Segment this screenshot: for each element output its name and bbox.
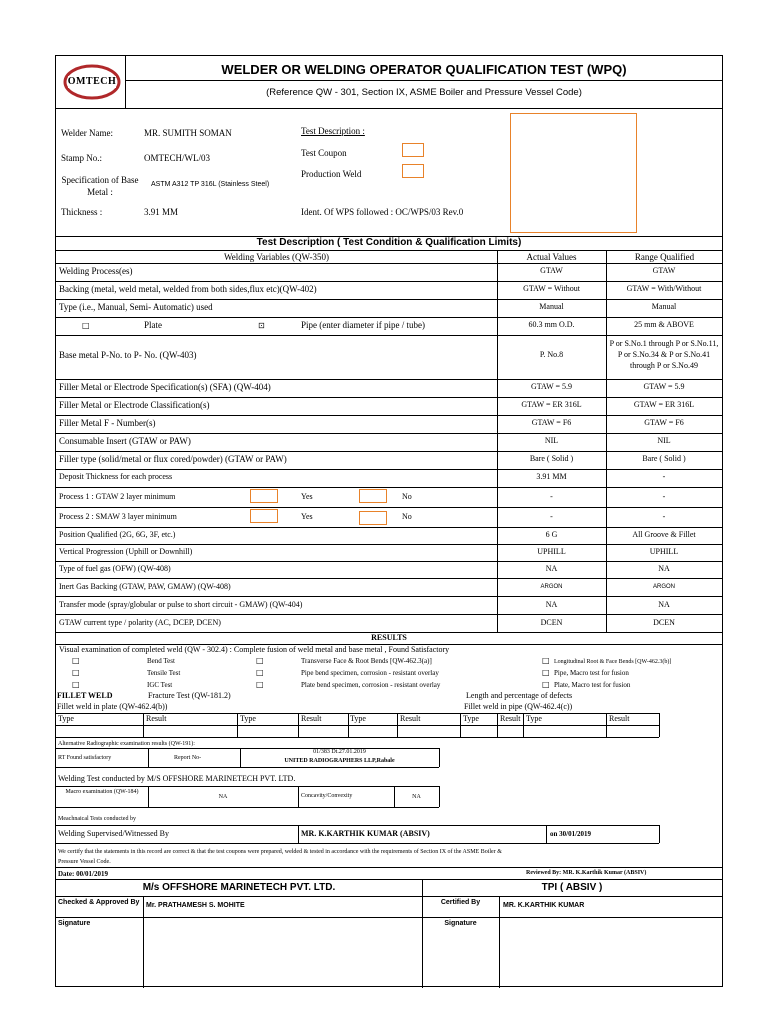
process-1-no-label: No bbox=[402, 492, 412, 501]
fillet-weld-label: FILLET WELD bbox=[57, 691, 113, 700]
visual-exam: Visual examination of completed weld (QW - 302.4) : Complete fusion of weld metal and base metal , Found Satisfactory bbox=[59, 645, 450, 654]
alt-radiographic-label: Alternative Radiographic examination results (QW-191): bbox=[58, 741, 195, 747]
fillet-result-1: Result bbox=[146, 714, 167, 723]
row-range-current: DCEN bbox=[653, 618, 675, 627]
row-label-insert: Consumable Insert (GTAW or PAW) bbox=[59, 436, 191, 446]
row-range-inert-gas: ARGON bbox=[652, 584, 675, 590]
row-label-plate: Plate bbox=[144, 320, 162, 330]
process-1-yes-label: Yes bbox=[301, 492, 313, 501]
row-range-process-1: - bbox=[662, 492, 666, 501]
row-actual-process-1: - bbox=[550, 492, 553, 501]
footer-tpi: TPI ( ABSIV ) bbox=[541, 882, 603, 893]
row-label-process-2: Process 2 : SMAW 3 layer minimum bbox=[59, 512, 177, 521]
stamp-value: OMTECH/WL/03 bbox=[144, 153, 210, 163]
welder-name-label: Welder Name: bbox=[61, 128, 114, 138]
row-label-process-1: Process 1 : GTAW 2 layer minimum bbox=[59, 492, 176, 501]
fillet-type-1: Type bbox=[58, 714, 74, 723]
row-actual-welding-process: GTAW bbox=[540, 266, 563, 275]
row-range-position: All Groove & Fillet bbox=[632, 530, 696, 539]
tensile-test-label: Tensile Test bbox=[147, 669, 181, 677]
form-title: WELDER OR WELDING OPERATOR QUALIFICATION TEST (WPQ) bbox=[221, 62, 627, 77]
plate-bend-checkbox[interactable]: □ bbox=[256, 680, 264, 689]
longitudinal-checkbox[interactable]: □ bbox=[542, 656, 550, 665]
wps-label: Ident. Of WPS followed : OC/WPS/03 Rev.0 bbox=[301, 207, 464, 217]
checked-approved-label: Checked & Approved By bbox=[58, 899, 140, 906]
row-actual-position: 6 G bbox=[545, 530, 558, 539]
supervisor-name: MR. K.KARTHIK KUMAR (ABSIV) bbox=[301, 829, 430, 838]
pipe-bend-checkbox[interactable]: □ bbox=[256, 668, 264, 677]
pipe-macro-label: Pipe, Macro test for fusion bbox=[554, 669, 629, 677]
macro-exam-label: Macro examination (QW-184) bbox=[65, 789, 139, 795]
row-range-diameter: 25 mm & ABOVE bbox=[634, 320, 694, 329]
test-coupon-checkbox[interactable] bbox=[402, 143, 424, 157]
test-coupon-label: Test Coupon bbox=[301, 148, 347, 158]
row-range-welding-process: GTAW bbox=[652, 266, 676, 275]
row-label-filler-class: Filler Metal or Electrode Classification(s) bbox=[59, 400, 210, 410]
igc-test-checkbox[interactable]: □ bbox=[72, 680, 80, 689]
process-1-yes-box[interactable] bbox=[250, 489, 278, 503]
mech-tests-label: Meachnaical Tests conducted by bbox=[58, 816, 136, 822]
row-label-filler-spec: Filler Metal or Electrode Specification(s) (SFA) (QW-404) bbox=[59, 382, 271, 392]
row-range-backing: GTAW = With/Without bbox=[626, 284, 702, 293]
row-range-transfer-mode: NA bbox=[658, 600, 670, 609]
row-actual-current: DCEN bbox=[540, 618, 563, 627]
row-label-type: Type (i.e., Manual, Semi- Automatic) used bbox=[59, 302, 213, 312]
row-label-pipe: Pipe (enter diameter if pipe / tube) bbox=[301, 320, 425, 330]
welder-photo-box bbox=[510, 113, 637, 233]
reviewed-by: Reviewed By: MR. K.Karthik Kumar (ABSIV) bbox=[526, 870, 647, 876]
row-actual-type: Manual bbox=[539, 302, 564, 311]
form-date: Date: 00/01/2019 bbox=[58, 870, 108, 878]
row-range-filler-spec: GTAW = 5.9 bbox=[643, 382, 685, 391]
row-range-base-metal: P or S.No.1 through P or S.No.11, P or S.No.34 & P or S.No.41 through P or S.No.49 bbox=[609, 339, 719, 370]
row-label-position: Position Qualified (2G, 6G, 3F, etc.) bbox=[59, 530, 176, 539]
row-actual-process-2: - bbox=[550, 512, 553, 521]
row-range-progression: UPHILL bbox=[649, 547, 679, 556]
fillet-type-5: Type bbox=[526, 714, 542, 723]
form-reference: (Reference QW - 301, Section IX, ASME Boiler and Pressure Vessel Code) bbox=[266, 87, 582, 98]
logo-text: OMTECH bbox=[67, 76, 117, 87]
certified-by-name: MR. K.KARTHIK KUMAR bbox=[503, 902, 585, 909]
row-actual-filler-spec: GTAW = 5.9 bbox=[530, 382, 573, 391]
checked-approved-name: Mr. PRATHAMESH S. MOHITE bbox=[146, 902, 245, 909]
row-range-insert: NIL bbox=[657, 436, 671, 445]
pipe-bend-label: Pipe bend specimen, corrosion - resistant overlay bbox=[301, 669, 439, 677]
conducted-by: Welding Test conducted by M/S OFFSHORE MARINETECH PVT. LTD. bbox=[58, 774, 296, 783]
plate-macro-label: Plate, Macro test for fusion bbox=[554, 681, 631, 689]
col-range-qualified: Range Qualified bbox=[634, 252, 695, 262]
row-actual-f-number: GTAW = F6 bbox=[531, 418, 572, 427]
radiographer-name: UNITED RADIOGRAPHERS LLP,Rabale bbox=[284, 758, 395, 764]
fillet-type-3: Type bbox=[350, 714, 366, 723]
footer-company: M/s OFFSHORE MARINETECH PVT. LTD. bbox=[142, 882, 336, 893]
supervised-label: Welding Supervised/Witnessed By bbox=[58, 829, 170, 838]
certify-statement: We certify that the statements in this record are correct & that the test coupons were prepared, welded & tested in accordance with the requirements of Section IX of the ASME Boiler & Pressure Vessel Code. bbox=[58, 849, 502, 865]
transverse-label: Transverse Face & Root Bends [QW-462.3(a)] bbox=[301, 657, 432, 665]
report-no-label: Report No- bbox=[174, 755, 202, 761]
row-actual-base-metal: P. No.8 bbox=[539, 350, 564, 359]
length-pct-label: Length and percentage of defects bbox=[466, 691, 573, 700]
fracture-test-label: Fracture Test (QW-181.2) bbox=[148, 691, 231, 700]
stamp-label: Stamp No.: bbox=[61, 153, 103, 163]
process-2-no-label: No bbox=[402, 512, 412, 521]
test-section-title: Test Description ( Test Condition & Qualification Limits) bbox=[256, 237, 522, 248]
fillet-result-4: Result bbox=[500, 714, 521, 723]
col-welding-variables: Welding Variables (QW-350) bbox=[223, 252, 330, 262]
fillet-type-2: Type bbox=[240, 714, 256, 723]
fillet-result-3: Result bbox=[400, 714, 421, 723]
thickness-value: 3.91 MM bbox=[144, 207, 179, 217]
certified-by-label: Certified By bbox=[440, 899, 481, 906]
tensile-test-checkbox[interactable]: □ bbox=[72, 668, 80, 677]
row-label-backing: Backing (metal, weld metal, welded from both sides,flux etc)(QW-402) bbox=[59, 284, 317, 294]
fillet-type-4: Type bbox=[463, 714, 479, 723]
row-actual-backing: GTAW = Without bbox=[523, 284, 580, 293]
row-actual-deposit: 3.91 MM bbox=[536, 472, 567, 481]
row-actual-fuel-gas: NA bbox=[545, 564, 558, 573]
row-label-filler-type: Filler type (solid/metal or flux cored/powder) (GTAW or PAW) bbox=[59, 454, 287, 464]
row-range-fuel-gas: NA bbox=[658, 564, 670, 573]
row-label-f-number: Filler Metal F - Number(s) bbox=[59, 418, 156, 428]
col-actual-values: Actual Values bbox=[526, 252, 577, 262]
spec-value: ASTM A312 TP 316L (Stainless Steel) bbox=[151, 181, 270, 188]
transverse-checkbox[interactable]: □ bbox=[256, 656, 264, 665]
plate-checkbox[interactable]: □ bbox=[82, 321, 90, 330]
row-range-type: Manual bbox=[651, 302, 677, 311]
row-actual-diameter: 60.3 mm O.D. bbox=[528, 320, 575, 329]
row-label-transfer-mode: Transfer mode (spray/globular or pulse to short circuit - GMAW) (QW-404) bbox=[59, 600, 303, 609]
row-range-deposit: - bbox=[662, 472, 666, 481]
fillet-result-5: Result bbox=[609, 714, 630, 723]
row-actual-progression: UPHILL bbox=[537, 547, 566, 556]
bend-test-checkbox[interactable]: □ bbox=[72, 656, 80, 665]
macro-exam-value: NA bbox=[218, 794, 228, 800]
row-range-process-2: - bbox=[662, 512, 666, 521]
fillet-pipe-label: Fillet weld in pipe (QW-462.4(c)) bbox=[464, 702, 573, 711]
row-label-current: GTAW current type / polarity (AC, DCEP, DCEN) bbox=[59, 618, 221, 627]
wpq-form bbox=[55, 55, 723, 987]
longitudinal-label: Longitudinal Root & Face Bends [QW-462.3(b)] bbox=[554, 659, 672, 665]
fillet-result-2: Result bbox=[301, 714, 322, 723]
welder-name-value: MR. SUMITH SOMAN bbox=[144, 128, 232, 138]
row-label-fuel-gas: Type of fuel gas (OFW) (QW-408) bbox=[59, 564, 171, 573]
signature-label-left: Signature bbox=[58, 920, 91, 927]
pipe-macro-checkbox[interactable]: □ bbox=[542, 668, 550, 677]
row-label-inert-gas: Inert Gas Backing (GTAW, PAW, GMAW) (QW-408) bbox=[59, 582, 231, 591]
thickness-label: Thickness : bbox=[61, 207, 103, 217]
spec-label: Specification of Base Metal : bbox=[61, 175, 139, 197]
results-title: RESULTS bbox=[371, 633, 407, 642]
production-weld-label: Production Weld bbox=[301, 169, 362, 179]
supervised-date: on 30/01/2019 bbox=[550, 830, 592, 838]
row-actual-filler-class: GTAW = ER 316L bbox=[521, 400, 582, 409]
test-description-label: Test Description : bbox=[301, 126, 365, 136]
concavity-label: Concavity/Convexity bbox=[301, 793, 353, 799]
process-2-yes-label: Yes bbox=[301, 512, 313, 521]
report-no-value: 01/383 Dt.27.01.2019 bbox=[313, 749, 366, 755]
row-range-filler-class: GTAW = ER 316L bbox=[633, 400, 695, 409]
row-actual-transfer-mode: NA bbox=[545, 600, 558, 609]
production-weld-checkbox[interactable] bbox=[402, 164, 424, 178]
pipe-checkbox[interactable]: ⊡ bbox=[258, 321, 265, 330]
company-logo bbox=[62, 62, 122, 102]
row-range-filler-type: Bare ( Solid ) bbox=[642, 454, 686, 463]
row-label-base-metal: Base metal P-No. to P- No. (QW-403) bbox=[59, 350, 197, 360]
process-2-no-box[interactable] bbox=[359, 511, 387, 525]
plate-bend-label: Plate bend specimen, corrosion - resistant overlay bbox=[301, 681, 441, 689]
row-label-deposit: Deposit Thickness for each process bbox=[59, 472, 173, 481]
row-actual-insert: NIL bbox=[544, 436, 559, 445]
row-actual-filler-type: Bare ( Solid ) bbox=[529, 454, 574, 463]
bend-test-label: Bend Test bbox=[147, 657, 175, 665]
row-actual-inert-gas: ARGON bbox=[540, 584, 563, 590]
concavity-value: NA bbox=[412, 794, 421, 800]
row-label-progression: Vertical Progression (Uphill or Downhill) bbox=[59, 547, 193, 556]
row-label-welding-process: Welding Process(es) bbox=[59, 266, 133, 276]
process-1-no-box[interactable] bbox=[359, 489, 387, 503]
igc-test-label: IGC Test bbox=[147, 681, 173, 689]
process-2-yes-box[interactable] bbox=[250, 509, 278, 523]
fillet-plate-label: Fillet weld in plate (QW-462.4(b)) bbox=[57, 702, 168, 711]
plate-macro-checkbox[interactable]: □ bbox=[542, 680, 550, 689]
row-range-f-number: GTAW = F6 bbox=[644, 418, 684, 427]
signature-label-right: Signature bbox=[444, 920, 477, 927]
rt-found-label: RT Found satisfactory bbox=[58, 755, 112, 761]
